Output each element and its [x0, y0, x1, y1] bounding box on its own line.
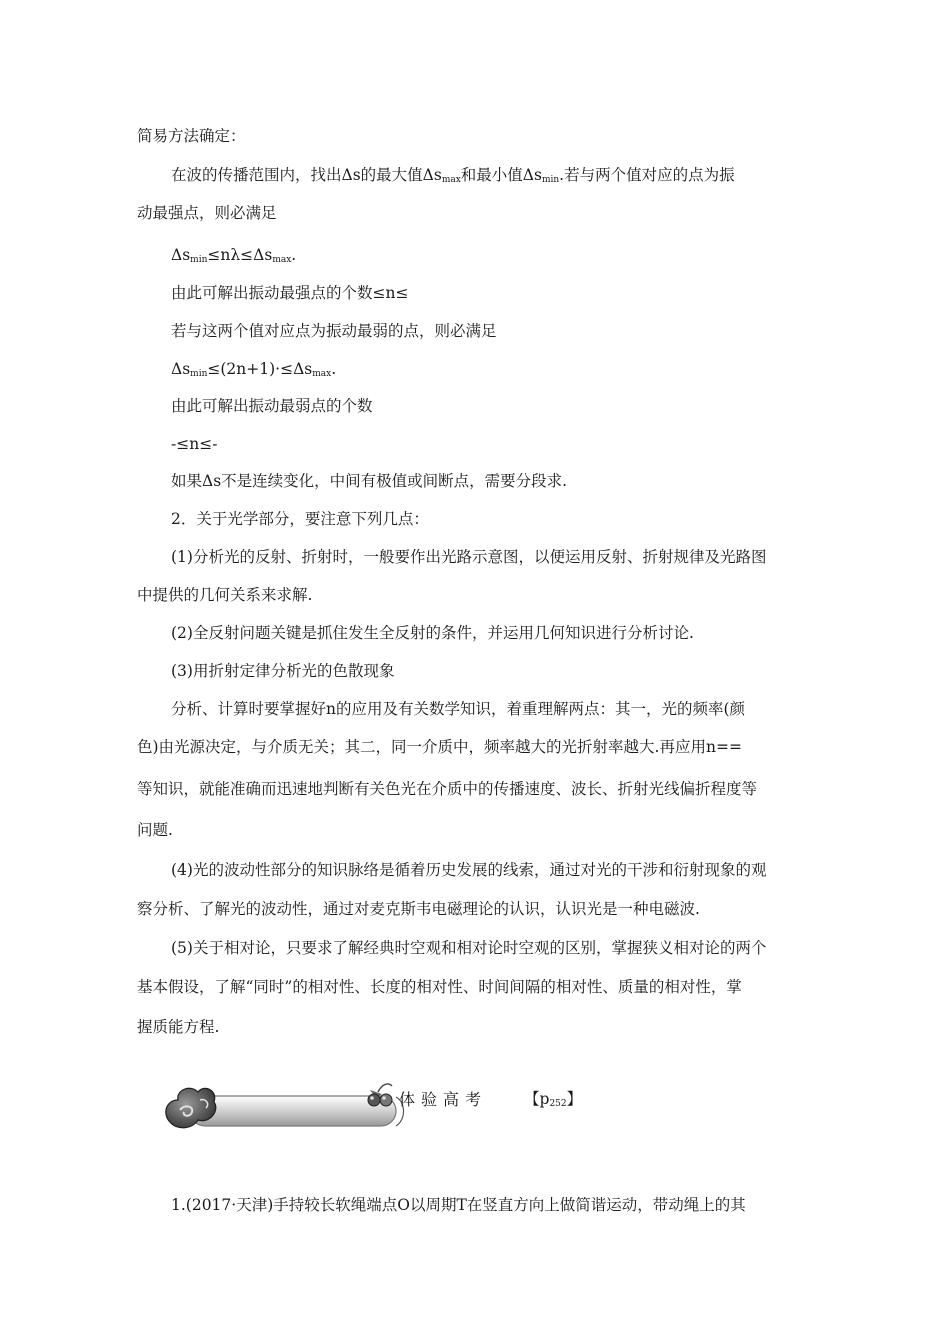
text-line: 如果Δs不是连续变化，中间有极值或间断点，需要分段求.	[171, 472, 568, 490]
text-line: (4)光的波动性部分的知识脉络是循着历史发展的线索，通过对光的干涉和衍射现象的观	[171, 861, 767, 879]
text-line: 简易方法确定：	[137, 127, 246, 145]
text-line: 色)由光源决定，与介质无关；其二，同一介质中，频率越大的光折射率越大.再应用n==	[137, 738, 742, 756]
formula-line: $\Delta s_{min}\le(2n+1)\cdot\le\Delta s_{max}$.	[171, 360, 337, 379]
section-title: 体验高考	[399, 1090, 488, 1109]
text-line: (5)关于相对论，只要求了解经典时空观和相对论时空观的区别，掌握狭义相对论的两个	[171, 939, 767, 957]
formula-line: $\Delta s_{min}\le n\lambda\le\Delta s_{max}$.	[171, 246, 297, 265]
text-line: 等知识，就能准确而迅速地判断有关色光在介质中的传播速度、波长、折射光线偏折程度等	[137, 780, 758, 798]
text-line: 动最强点，则必满足	[137, 204, 277, 222]
text-line: 由此可解出振动最弱点的个数	[171, 397, 373, 415]
question-line: 1.(2017·天津)手持较长软绳端点O以周期T在竖直方向上做简谐运动，带动绳上的其	[171, 1196, 746, 1214]
section-heading: 2．关于光学部分，要注意下列几点：	[171, 510, 429, 528]
formula-line: -≤n≤-	[171, 435, 218, 453]
text-line: 握质能方程.	[137, 1018, 220, 1036]
text-line: 察分析、了解光的波动性，通过对麦克斯韦电磁理论的认识，认识光是一种电磁波.	[137, 900, 700, 918]
text-line: 中提供的几何关系来求解.	[137, 586, 313, 604]
text-line: 若与这两个值对应点为振动最弱的点，则必满足	[171, 322, 497, 340]
text-line: 问题.	[137, 821, 173, 839]
text-line: 基本假设，了解“同时”的相对性、长度的相对性、时间间隔的相对性、质量的相对性，掌	[137, 978, 742, 996]
text-line: 由此可解出振动最强点的个数≤n≤	[171, 284, 409, 302]
page-reference: 【$p_{252}$】	[524, 1090, 583, 1109]
text-line: 在波的传播范围内，找出Δs的最大值$\Delta s_{max}$和最小值$\Delta s_{min}$.若与两个值对应的点为振	[171, 166, 735, 185]
text-line: (3)用折射定律分析光的色散现象	[171, 662, 395, 680]
text-line: (1)分析光的反射、折射时，一般要作出光路示意图，以便运用反射、折射规律及光路图	[171, 548, 767, 566]
text-line: 分析、计算时要掌握好n的应用及有关数学知识，着重理解两点：其一，光的频率(颜	[171, 700, 746, 718]
text-line: (2)全反射问题关键是抓住发生全反射的条件，并运用几何知识进行分析讨论.	[171, 624, 694, 642]
